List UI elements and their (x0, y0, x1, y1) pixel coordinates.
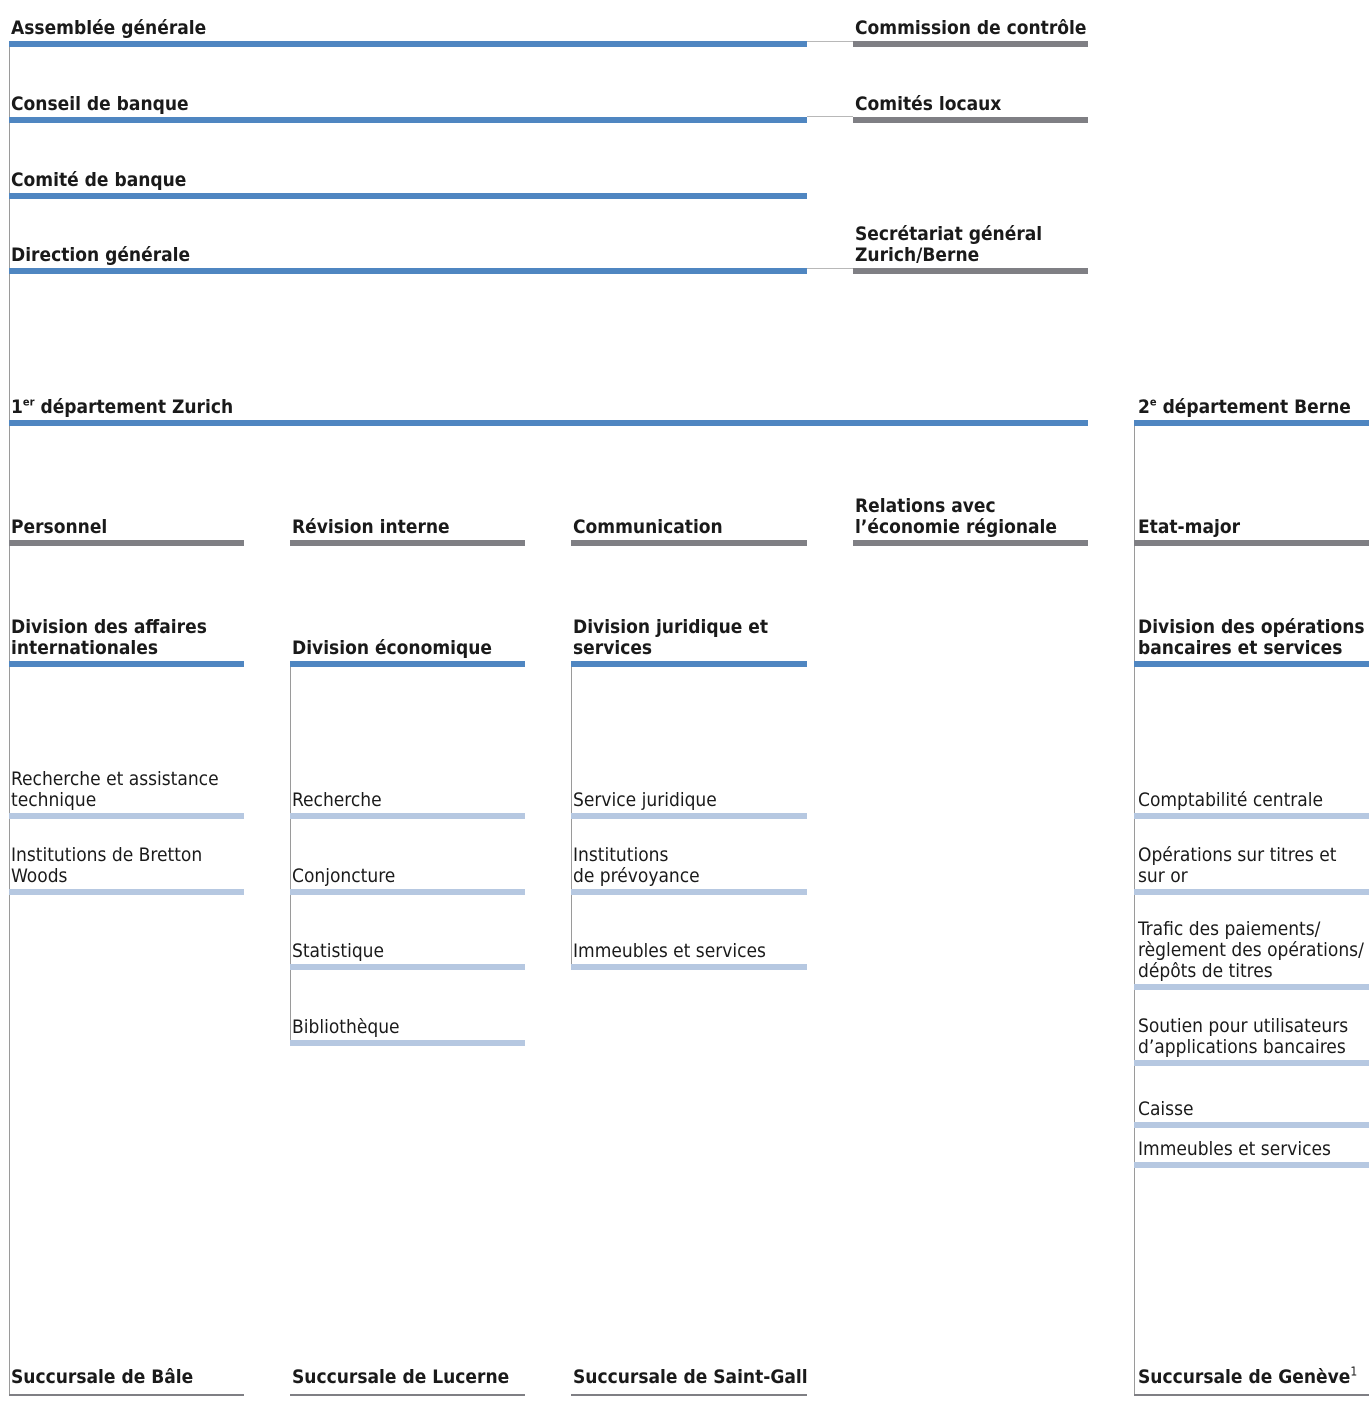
node-dept-zurich (9, 388, 1088, 426)
node-bar (290, 661, 525, 667)
node-label: Assemblée générale (11, 17, 207, 39)
node-label-line: technique (11, 789, 97, 811)
node-personnel (9, 508, 244, 546)
node-label-line: Recherche et assistance (11, 768, 219, 790)
node-bar (9, 117, 807, 123)
node-label: Comités locaux (855, 93, 1002, 115)
node-bar (290, 1040, 525, 1046)
unit-trafic-paiements (1134, 908, 1369, 990)
node-label: Division économique (292, 637, 493, 659)
node-etat-major (1134, 508, 1369, 546)
node-relations-economie-regionale (853, 486, 1088, 546)
node-bar (1134, 540, 1369, 546)
node-label: Révision interne (292, 516, 450, 538)
connector-secretariat (807, 268, 853, 269)
node-bar (290, 964, 525, 970)
node-label-line: Soutien pour utilisateurs (1138, 1015, 1349, 1037)
node-bar (9, 889, 244, 895)
node-bar (9, 41, 807, 47)
node-label-line: sur or (1138, 865, 1188, 887)
node-label: Comité de banque (11, 169, 187, 191)
node-bar (9, 420, 1088, 426)
node-label: Etat-major (1138, 516, 1241, 538)
node-bar (571, 661, 807, 667)
node-label: Communication (573, 516, 723, 538)
unit-immeubles-services-zurich (571, 932, 807, 970)
node-label-line: Division des affaires (11, 616, 207, 638)
node-bar (290, 540, 525, 546)
node-succursale-bale (9, 1360, 244, 1396)
node-label: Bibliothèque (292, 1016, 400, 1038)
dept-name: département Berne (1156, 396, 1351, 418)
node-label-line: Trafic des paiements/ (1138, 918, 1321, 940)
node-label-line: Institutions de Bretton (11, 844, 203, 866)
economique-branch-line (290, 666, 291, 1043)
node-label: Immeubles et services (573, 940, 766, 962)
node-label: Succursale de Saint-Gall (573, 1366, 808, 1388)
node-bar (290, 889, 525, 895)
node-commission-de-controle (853, 10, 1088, 47)
node-label-line: dépôts de titres (1138, 960, 1273, 982)
node-label (573, 845, 700, 887)
node-label-line: Opérations sur titres et (1138, 844, 1337, 866)
node-label-line: Secrétariat général (855, 223, 1043, 245)
unit-institutions-prevoyance (571, 835, 807, 895)
footnote-marker: 1 (1350, 1364, 1358, 1379)
node-label-line: Relations avec (855, 495, 996, 517)
node-label: Immeubles et services (1138, 1138, 1331, 1160)
node-label: Direction générale (11, 244, 191, 266)
node-revision-interne (290, 508, 525, 546)
node-bar (9, 813, 244, 819)
node-label: Personnel (11, 516, 108, 538)
node-label-line: règlement des opérations/ (1138, 939, 1364, 961)
node-label: Succursale de Lucerne (292, 1366, 510, 1388)
node-succursale-saint-gall (571, 1360, 807, 1396)
node-label: Caisse (1138, 1098, 1194, 1120)
node-label (1138, 1364, 1358, 1388)
node-succursale-lucerne (290, 1360, 525, 1396)
unit-immeubles-services-berne (1134, 1130, 1369, 1168)
node-label (1138, 617, 1365, 659)
node-label: Comptabilité centrale (1138, 789, 1324, 811)
node-bar (853, 268, 1088, 274)
node-label (11, 617, 207, 659)
node-direction-generale (9, 236, 807, 274)
node-label: Statistique (292, 940, 385, 962)
node-bar (571, 813, 807, 819)
node-bar (290, 1394, 525, 1396)
node-division-economique (290, 629, 525, 667)
node-bar (1134, 813, 1369, 819)
connector-commission (807, 41, 853, 42)
unit-caisse (1134, 1090, 1369, 1128)
node-label-line: d’applications bancaires (1138, 1036, 1346, 1058)
node-label (1138, 919, 1364, 982)
node-label (573, 617, 768, 659)
node-label-line: l’économie régionale (855, 516, 1057, 538)
node-label-line: Zurich/Berne (855, 244, 980, 266)
unit-statistique (290, 932, 525, 970)
node-division-affaires-internationales (9, 606, 244, 667)
dept-number: 1 (11, 396, 23, 418)
node-succursale-geneve (1134, 1360, 1369, 1396)
node-bar (571, 889, 807, 895)
node-label-line: Woods (11, 865, 68, 887)
node-label (11, 769, 219, 811)
unit-recherche (290, 781, 525, 819)
node-dept-berne (1134, 388, 1369, 426)
node-bar (1134, 420, 1369, 426)
node-label-text: Succursale de Genève (1138, 1366, 1351, 1388)
node-assemblee-generale (9, 10, 807, 47)
dept-number: 2 (1138, 396, 1150, 418)
node-bar (1134, 1162, 1369, 1168)
unit-conjoncture (290, 857, 525, 895)
node-bar (9, 540, 244, 546)
unit-service-juridique (571, 781, 807, 819)
dept-ordinal: er (22, 395, 35, 409)
node-bar (9, 268, 807, 274)
node-bar (1134, 889, 1369, 895)
node-bar (571, 540, 807, 546)
node-bar (1134, 661, 1369, 667)
unit-bibliotheque (290, 1008, 525, 1046)
unit-soutien-utilisateurs (1134, 1006, 1369, 1066)
node-bar (1134, 1060, 1369, 1066)
node-label (11, 397, 233, 418)
node-bar (1134, 984, 1369, 990)
node-bar (1134, 1394, 1369, 1396)
node-label: Succursale de Bâle (11, 1366, 194, 1388)
node-label: Service juridique (573, 789, 717, 811)
node-label-line: Institutions (573, 844, 669, 866)
node-bar (853, 41, 1088, 47)
connector-comites-locaux (807, 116, 853, 117)
node-label: Commission de contrôle (855, 17, 1087, 39)
unit-institutions-bretton-woods (9, 835, 244, 895)
node-label: Recherche (292, 789, 382, 811)
node-bar (571, 964, 807, 970)
node-label (855, 224, 1042, 266)
node-communication (571, 508, 807, 546)
node-label (1138, 397, 1351, 418)
node-label-line: internationales (11, 637, 159, 659)
unit-comptabilite-centrale (1134, 781, 1369, 819)
node-label-line: services (573, 637, 653, 659)
unit-recherche-assistance-technique (9, 759, 244, 819)
node-bar (853, 117, 1088, 123)
node-label-line: bancaires et services (1138, 637, 1343, 659)
node-bar (853, 540, 1088, 546)
node-label (1138, 845, 1336, 887)
dept-ordinal: e (1149, 395, 1157, 409)
node-bar (9, 661, 244, 667)
node-label-line: Division juridique et (573, 616, 769, 638)
node-label (855, 496, 1057, 538)
node-label (11, 845, 202, 887)
unit-operations-titres-or (1134, 835, 1369, 895)
node-comites-locaux (853, 85, 1088, 123)
node-label: Conseil de banque (11, 93, 189, 115)
dept-name: département Zurich (34, 396, 234, 418)
node-label-line: Division des opérations (1138, 616, 1365, 638)
node-bar (571, 1394, 807, 1396)
node-label: Conjoncture (292, 865, 396, 887)
node-bar (9, 193, 807, 199)
node-comite-de-banque (9, 161, 807, 199)
node-secretariat-general (853, 214, 1088, 274)
node-bar (1134, 1122, 1369, 1128)
node-division-juridique-services (571, 606, 807, 667)
node-division-operations-bancaires (1134, 606, 1369, 667)
node-bar (9, 1394, 244, 1396)
node-bar (290, 813, 525, 819)
node-label (1138, 1016, 1348, 1058)
node-label-line: de prévoyance (573, 865, 700, 887)
node-conseil-de-banque (9, 85, 807, 123)
